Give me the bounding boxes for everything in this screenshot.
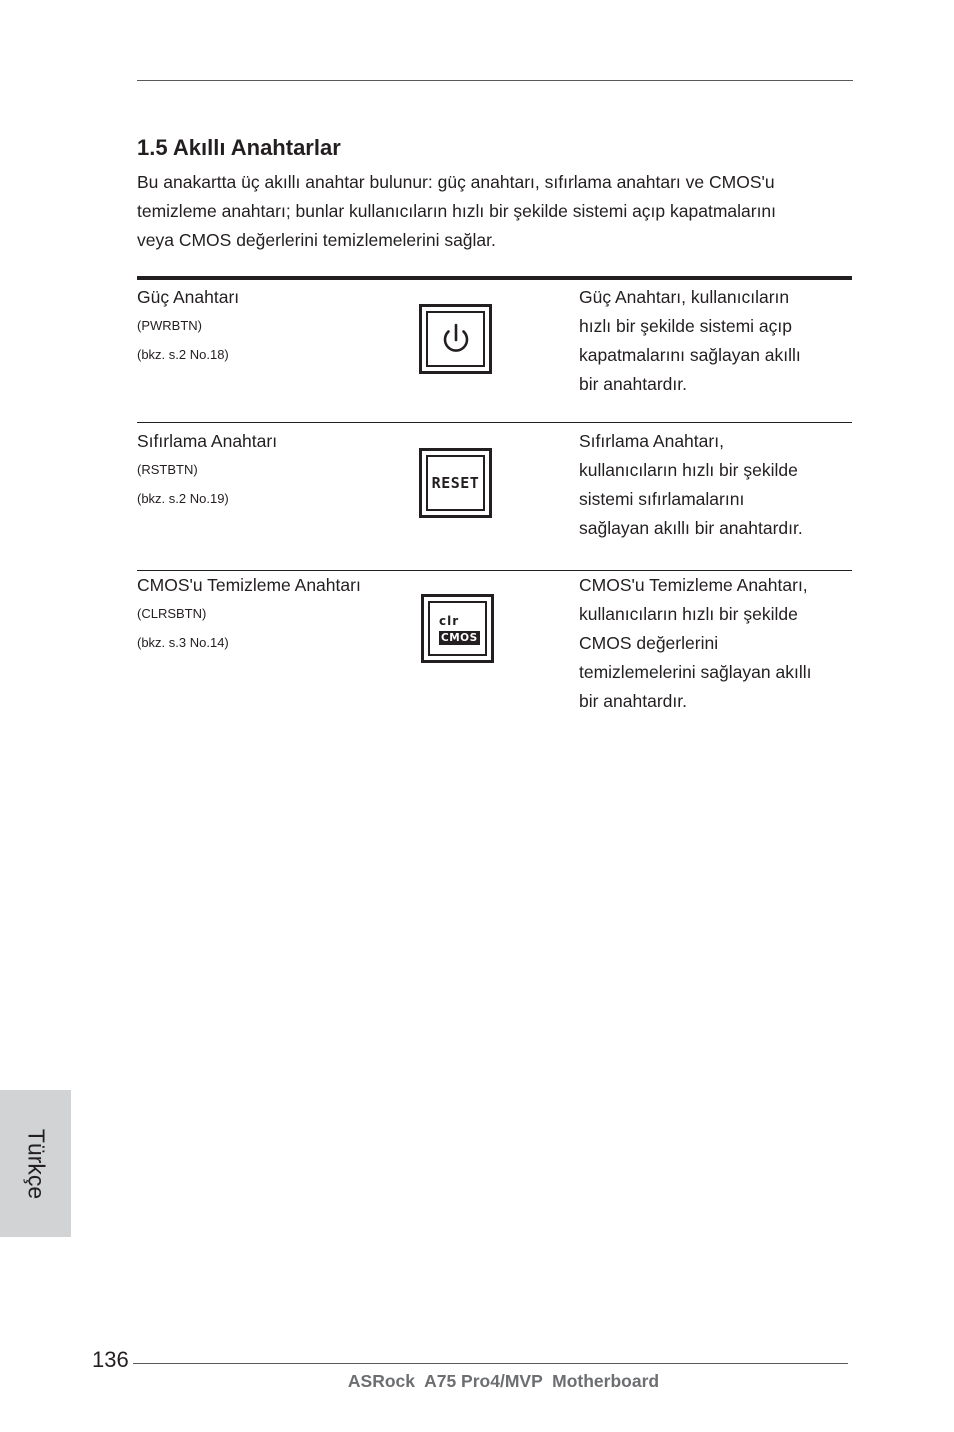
section-title: 1.5 Akıllı Anahtarlar xyxy=(137,135,341,160)
table-top-rule xyxy=(137,276,852,280)
intro-line: temizleme anahtarı; bunlar kullanıcıların hızlı bir şekilde sistemi açıp kapatmalarını xyxy=(137,201,777,221)
reset-icon xyxy=(419,448,492,518)
clear-cmos-icon-label-top: clr xyxy=(439,614,460,628)
row-separator xyxy=(137,422,852,423)
switch-description xyxy=(579,427,853,543)
reset-icon-frame xyxy=(426,455,485,511)
language-label: Türkçe xyxy=(23,1128,49,1199)
footer-title: ASRock A75 Pro4/MVP Motherboard xyxy=(347,1371,660,1391)
power-icon xyxy=(419,304,492,374)
page-number: 136 xyxy=(92,1347,129,1372)
description-line: bir anahtardır. xyxy=(579,374,687,394)
description-line: CMOS değerlerini xyxy=(579,633,719,653)
description-line: Sıfırlama Anahtarı, xyxy=(579,431,724,451)
description-line: kapatmalarını sağlayan akıllı xyxy=(579,345,801,365)
description-line: sağlayan akıllı bir anahtardır. xyxy=(579,518,803,538)
clear-cmos-icon-frame xyxy=(428,601,487,656)
power-icon-frame xyxy=(426,311,485,367)
switch-row-reset xyxy=(137,427,852,547)
reset-icon-label: RESET xyxy=(431,474,480,492)
switch-code: (PWRBTN) xyxy=(137,318,202,333)
switch-reference: (bkz. s.3 No.14) xyxy=(137,635,229,650)
switch-reference: (bkz. s.2 No.19) xyxy=(137,491,229,506)
intro-line: veya CMOS değerlerini temizlemelerini sağlar. xyxy=(137,230,496,250)
switch-name: CMOS'u Temizleme Anahtarı xyxy=(137,575,361,595)
switch-code: (RSTBTN) xyxy=(137,462,198,477)
switch-name: Sıfırlama Anahtarı xyxy=(137,431,278,451)
description-line: sistemi sıfırlamalarını xyxy=(579,489,745,509)
language-side-tab xyxy=(0,1090,71,1237)
intro-paragraph xyxy=(137,168,853,255)
switch-reference: (bkz. s.2 No.18) xyxy=(137,347,229,362)
switch-row-power xyxy=(137,283,852,403)
switch-description xyxy=(579,283,853,399)
description-line: kullanıcıların hızlı bir şekilde xyxy=(579,460,798,480)
clear-cmos-icon-label-bottom: CMOS xyxy=(441,632,478,644)
footer-rule xyxy=(133,1363,848,1364)
intro-line: Bu anakartta üç akıllı anahtar bulunur: güç anahtarı, sıfırlama anahtarı ve CMOS'u xyxy=(137,172,775,192)
description-line: kullanıcıların hızlı bir şekilde xyxy=(579,604,798,624)
description-line: temizlemelerini sağlayan akıllı xyxy=(579,662,812,682)
switch-description xyxy=(579,571,853,716)
clear-cmos-icon xyxy=(421,594,494,663)
switch-code: (CLRSBTN) xyxy=(137,606,207,621)
header-rule xyxy=(137,80,853,81)
switch-row-clear-cmos xyxy=(137,571,852,721)
description-line: Güç Anahtarı, kullanıcıların xyxy=(579,287,790,307)
description-line: bir anahtardır. xyxy=(579,691,687,711)
description-line: CMOS'u Temizleme Anahtarı, xyxy=(579,575,808,595)
switch-name: Güç Anahtarı xyxy=(137,287,240,307)
description-line: hızlı bir şekilde sistemi açıp xyxy=(579,316,792,336)
power-symbol xyxy=(428,313,484,366)
